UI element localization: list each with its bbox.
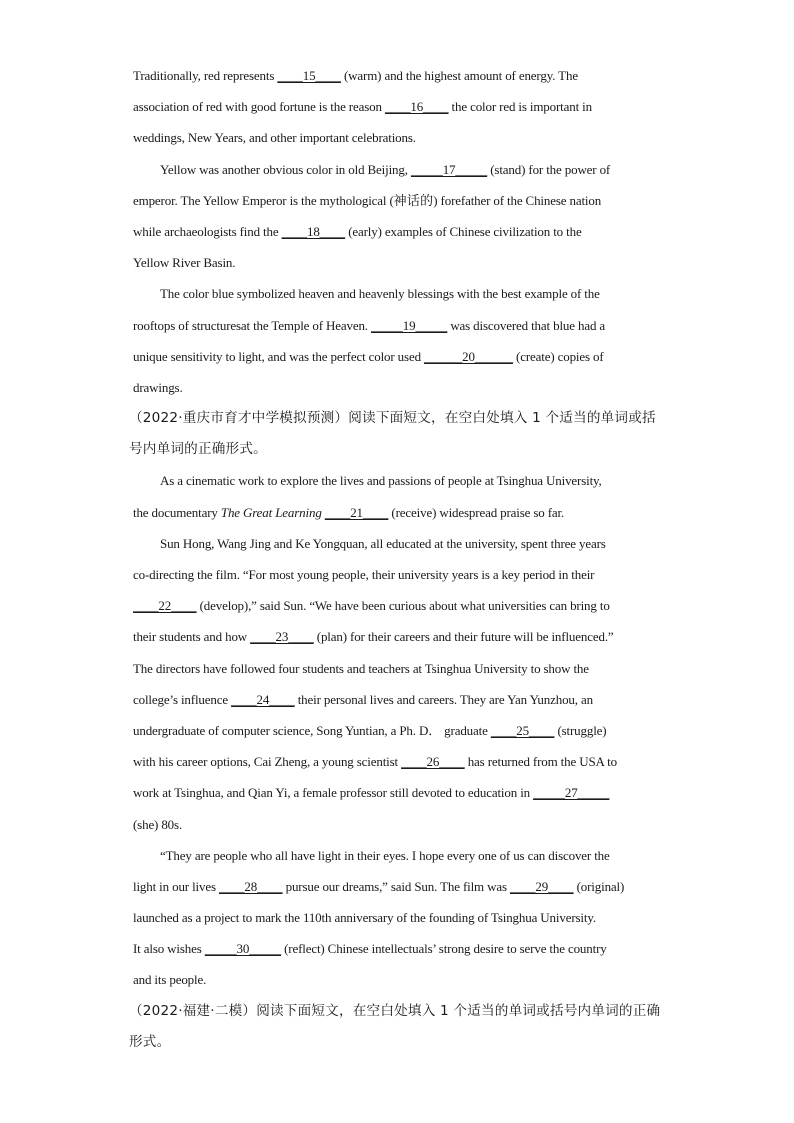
paragraph-light-line-3: launched as a project to mark the 110th anniversary of the founding of Tsinghua University. — [133, 910, 596, 926]
instruction-1-line-1: （2022·重庆市育才中学模拟预测）阅读下面短文，在空白处填入 1 个适当的单词或括 — [129, 410, 656, 427]
paragraph-doc-line-1: As a cinematic work to explore the lives and passions of people at Tsinghua University, — [160, 473, 602, 489]
paragraph-directors-line-8 — [133, 746, 663, 777]
blank-30[interactable]: _____30_____ — [204, 941, 281, 957]
text: was discovered that blue had a — [447, 317, 606, 333]
blank-19[interactable]: _____19_____ — [371, 317, 448, 333]
paragraph-directors-line-3 — [133, 590, 663, 621]
text: with his career options, Cai Zheng, a young scientist — [133, 754, 402, 770]
chinese-gloss: 神话的 — [393, 193, 434, 209]
blank-24[interactable]: ____24____ — [231, 691, 295, 707]
text: (early) examples of Chinese civilization to the — [345, 223, 582, 239]
text: rooftops of structuresat the Temple of Heaven. — [133, 317, 372, 333]
text: their students and how — [133, 629, 251, 645]
blank-27[interactable]: _____27_____ — [533, 785, 610, 801]
text: Yellow was another obvious color in old Beijing, — [160, 161, 411, 177]
paragraph-light-line-2 — [133, 871, 663, 902]
instruction-1-line-2: 号内单词的正确形式。 — [129, 441, 267, 458]
paragraph-directors-line-5: The directors have followed four students and teachers at Tsinghua University to show the — [133, 660, 589, 676]
paragraph-directors-line-10: (she) 80s. — [133, 816, 183, 832]
paragraph-blue-line-3 — [133, 341, 663, 372]
paragraph-light-line-5: and its people. — [133, 972, 207, 988]
text: emperor. The Yellow Emperor is the mythological ( — [133, 192, 394, 208]
blank-16[interactable]: ____16____ — [384, 99, 449, 115]
paragraph-directors-line-7 — [133, 715, 663, 746]
text: (original) — [573, 878, 625, 894]
paragraph-yellow-line-2 — [133, 185, 663, 216]
blank-15[interactable]: ____15____ — [277, 68, 341, 83]
text: college’s influence — [133, 691, 232, 707]
instruction-2-line-1: （2022·福建·二模）阅读下面短文，在空白处填入 1 个适当的单词或括号内单词的正确 — [129, 1002, 661, 1019]
text: (create) copies of — [512, 348, 604, 364]
text: work at Tsinghua, and Qian Yi, a female professor still devoted to education in — [133, 785, 534, 801]
blank-20[interactable]: ______20______ — [424, 348, 513, 364]
paragraph-yellow-line-3 — [133, 216, 663, 247]
document-page — [129, 60, 663, 1058]
text: undergraduate of computer science, Song Yuntian, a Ph. D． graduate — [133, 722, 491, 738]
text: the documentary — [133, 504, 221, 520]
blank-26[interactable]: ____26____ — [401, 754, 465, 770]
blank-17[interactable]: _____17_____ — [410, 161, 488, 177]
text: their personal lives and careers. They are Yan Yunzhou, an — [294, 691, 593, 707]
blank-28[interactable]: ____28____ — [218, 878, 283, 894]
blank-25[interactable]: ____25____ — [490, 722, 555, 738]
instruction-2-line-2: 形式。 — [129, 1033, 171, 1050]
text: while archaeologists find the — [133, 223, 282, 239]
text: ) forefather of the Chinese nation — [433, 192, 602, 208]
text: (receive) widespread praise so far. — [388, 504, 565, 520]
paragraph-light-line-4 — [133, 933, 663, 964]
paragraph-blue-line-2 — [133, 310, 663, 341]
paragraph-directors-line-9 — [133, 777, 663, 808]
blank-21[interactable]: ____21____ — [324, 504, 389, 520]
paragraph-red-line-1 — [133, 60, 663, 91]
film-title: The Great Learning — [220, 504, 322, 520]
text: has returned from the USA to — [464, 754, 617, 770]
text: association of red with good fortune is the reason — [133, 99, 385, 115]
text: unique sensitivity to light, and was the perfect color used — [133, 348, 425, 364]
paragraph-red-line-2 — [133, 91, 663, 122]
paragraph-doc-line-2 — [133, 497, 663, 528]
paragraph-yellow-line-1 — [133, 154, 663, 185]
paragraph-directors-line-2: co-directing the film. “For most young people, their university years is a key period in their — [133, 567, 595, 582]
paragraph-blue-line-4: drawings. — [133, 379, 183, 395]
text: (struggle) — [554, 722, 607, 738]
text: (warm) and the highest amount of energy. The — [340, 68, 578, 83]
paragraph-directors-line-4 — [133, 621, 663, 652]
paragraph-blue-line-1: The color blue symbolized heaven and heavenly blessings with the best example of the — [160, 286, 600, 302]
paragraph-directors-line-1: Sun Hong, Wang Jing and Ke Yongquan, all educated at the university, spent three years — [160, 535, 606, 551]
blank-18[interactable]: ____18____ — [281, 223, 346, 239]
text: (stand) for the power of — [487, 161, 611, 177]
paragraph-yellow-line-4: Yellow River Basin. — [133, 255, 236, 271]
blank-23[interactable]: ____23____ — [250, 629, 314, 645]
paragraph-directors-line-6 — [133, 684, 663, 715]
text: It also wishes — [133, 941, 205, 957]
text: the color red is important in — [448, 99, 592, 115]
paragraph-light-line-1: “They are people who all have light in their eyes. I hope every one of us can discover the — [160, 847, 610, 863]
blank-29[interactable]: ____29____ — [509, 878, 574, 894]
text: pursue our dreams,” said Sun. The film was — [282, 878, 510, 894]
paragraph-red-line-3: weddings, New Years, and other important celebrations. — [133, 130, 416, 146]
text: (reflect) Chinese intellectuals’ strong desire to serve the country — [280, 941, 607, 957]
text: Traditionally, red represents — [133, 68, 278, 83]
text: (plan) for their careers and their future will be influenced.” — [313, 629, 614, 645]
blank-22[interactable]: ____22____ — [133, 598, 197, 614]
text: light in our lives — [133, 878, 219, 894]
text: (develop),” said Sun. “We have been curious about what universities can bring to — [196, 598, 610, 614]
